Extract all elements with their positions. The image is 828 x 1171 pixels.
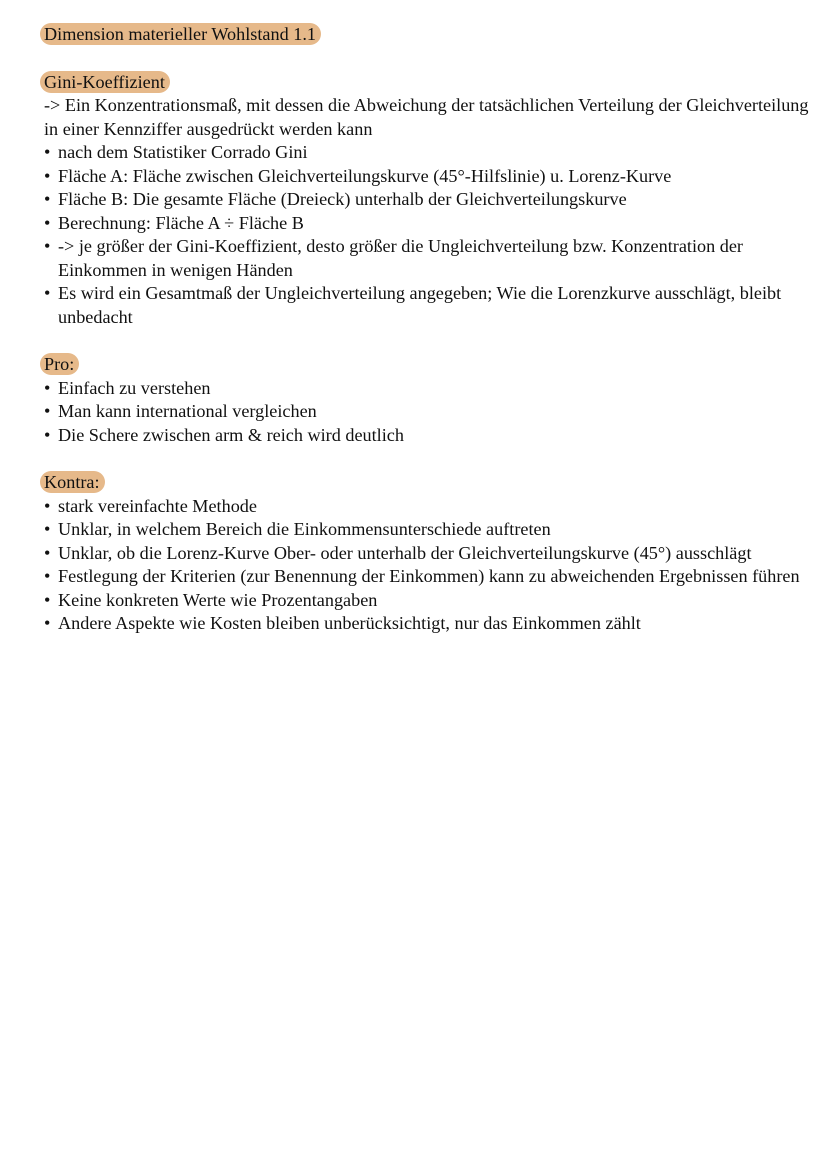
- list-item-text: nach dem Statistiker Corrado Gini: [58, 142, 308, 162]
- list-item: [44, 518, 828, 542]
- pro-bullet-list: [44, 377, 828, 448]
- list-item: [44, 282, 828, 329]
- bullet-icon: •: [44, 495, 51, 516]
- bullet-icon: •: [44, 424, 51, 445]
- document-title-line: [44, 23, 828, 47]
- list-item-text: Fläche A: Fläche zwischen Gleichverteilungskurve (45°-Hilfslinie) u. Lorenz-Kurve: [58, 165, 672, 186]
- pro-heading-line: [44, 353, 828, 377]
- list-item-text: Keine konkreten Werte wie Prozentangaben: [58, 589, 378, 610]
- bullet-icon: •: [44, 189, 51, 209]
- list-item-text: Fläche B: Die gesamte Fläche (Dreieck) unterhalb der Gleichverteilungskurve: [58, 189, 627, 209]
- gini-heading-line: [44, 71, 828, 95]
- bullet-icon: •: [44, 142, 51, 162]
- kontra-section: [44, 471, 828, 636]
- list-item: [44, 141, 828, 165]
- gini-heading: Gini-Koeffizient: [40, 71, 170, 93]
- list-item: [44, 495, 828, 519]
- list-item-text: Die Schere zwischen arm & reich wird deutlich: [58, 424, 404, 445]
- bullet-icon: •: [44, 165, 51, 186]
- kontra-heading: Kontra:: [40, 471, 105, 493]
- bullet-icon: •: [44, 377, 51, 398]
- kontra-bullet-list: [44, 495, 828, 636]
- pro-heading: Pro:: [40, 353, 79, 375]
- bullet-icon: •: [44, 542, 51, 563]
- list-item: [44, 565, 828, 589]
- bullet-icon: •: [44, 519, 51, 539]
- list-item: [44, 612, 828, 636]
- gini-intro: -> Ein Konzentrationsmaß, mit dessen die Abweichung der tatsächlichen Verteilung der Gleichverteilung in einer Kennziffer ausgedrückt werden kann: [44, 95, 809, 139]
- list-item: [44, 542, 828, 566]
- list-item-text: Es wird ein Gesamtmaß der Ungleichverteilung angegeben; Wie die Lorenzkurve ausschlägt, bleibt unbedacht: [58, 283, 782, 327]
- list-item-text: stark vereinfachte Methode: [58, 495, 257, 516]
- list-item: [44, 400, 828, 424]
- list-item: [44, 188, 828, 212]
- document-title: Dimension materieller Wohlstand 1.1: [40, 23, 321, 45]
- list-item: [44, 424, 828, 448]
- pro-section: [44, 353, 828, 447]
- bullet-icon: •: [44, 566, 51, 586]
- bullet-icon: •: [44, 236, 51, 256]
- bullet-icon: •: [44, 283, 51, 303]
- list-item-text: Unklar, in welchem Bereich die Einkommensunterschiede auftreten: [58, 519, 551, 539]
- list-item: [44, 165, 828, 189]
- list-item-text: Berechnung: Fläche A ÷ Fläche B: [58, 212, 304, 233]
- list-item-text: Festlegung der Kriterien (zur Benennung der Einkommen) kann zu abweichenden Ergebnissen führen: [58, 566, 800, 586]
- list-item-text: Andere Aspekte wie Kosten bleiben unberücksichtigt, nur das Einkommen zählt: [58, 613, 641, 633]
- list-item-text: Man kann international vergleichen: [58, 401, 317, 421]
- list-item: [44, 589, 828, 613]
- bullet-icon: •: [44, 589, 51, 610]
- bullet-icon: •: [44, 212, 51, 233]
- gini-bullet-list: [44, 141, 828, 329]
- kontra-heading-line: [44, 471, 828, 495]
- list-item: [44, 377, 828, 401]
- bullet-icon: •: [44, 613, 51, 633]
- gini-section: [44, 71, 828, 330]
- list-item: [44, 235, 828, 282]
- list-item-text: Einfach zu verstehen: [58, 377, 211, 398]
- list-item: [44, 212, 828, 236]
- list-item-text: -> je größer der Gini-Koeffizient, desto größer die Ungleichverteilung bzw. Konzentration der Einkommen in wenigen Händen: [58, 236, 743, 280]
- list-item-text: Unklar, ob die Lorenz-Kurve Ober- oder unterhalb der Gleichverteilungskurve (45°) ausschlägt: [58, 542, 752, 563]
- bullet-icon: •: [44, 401, 51, 421]
